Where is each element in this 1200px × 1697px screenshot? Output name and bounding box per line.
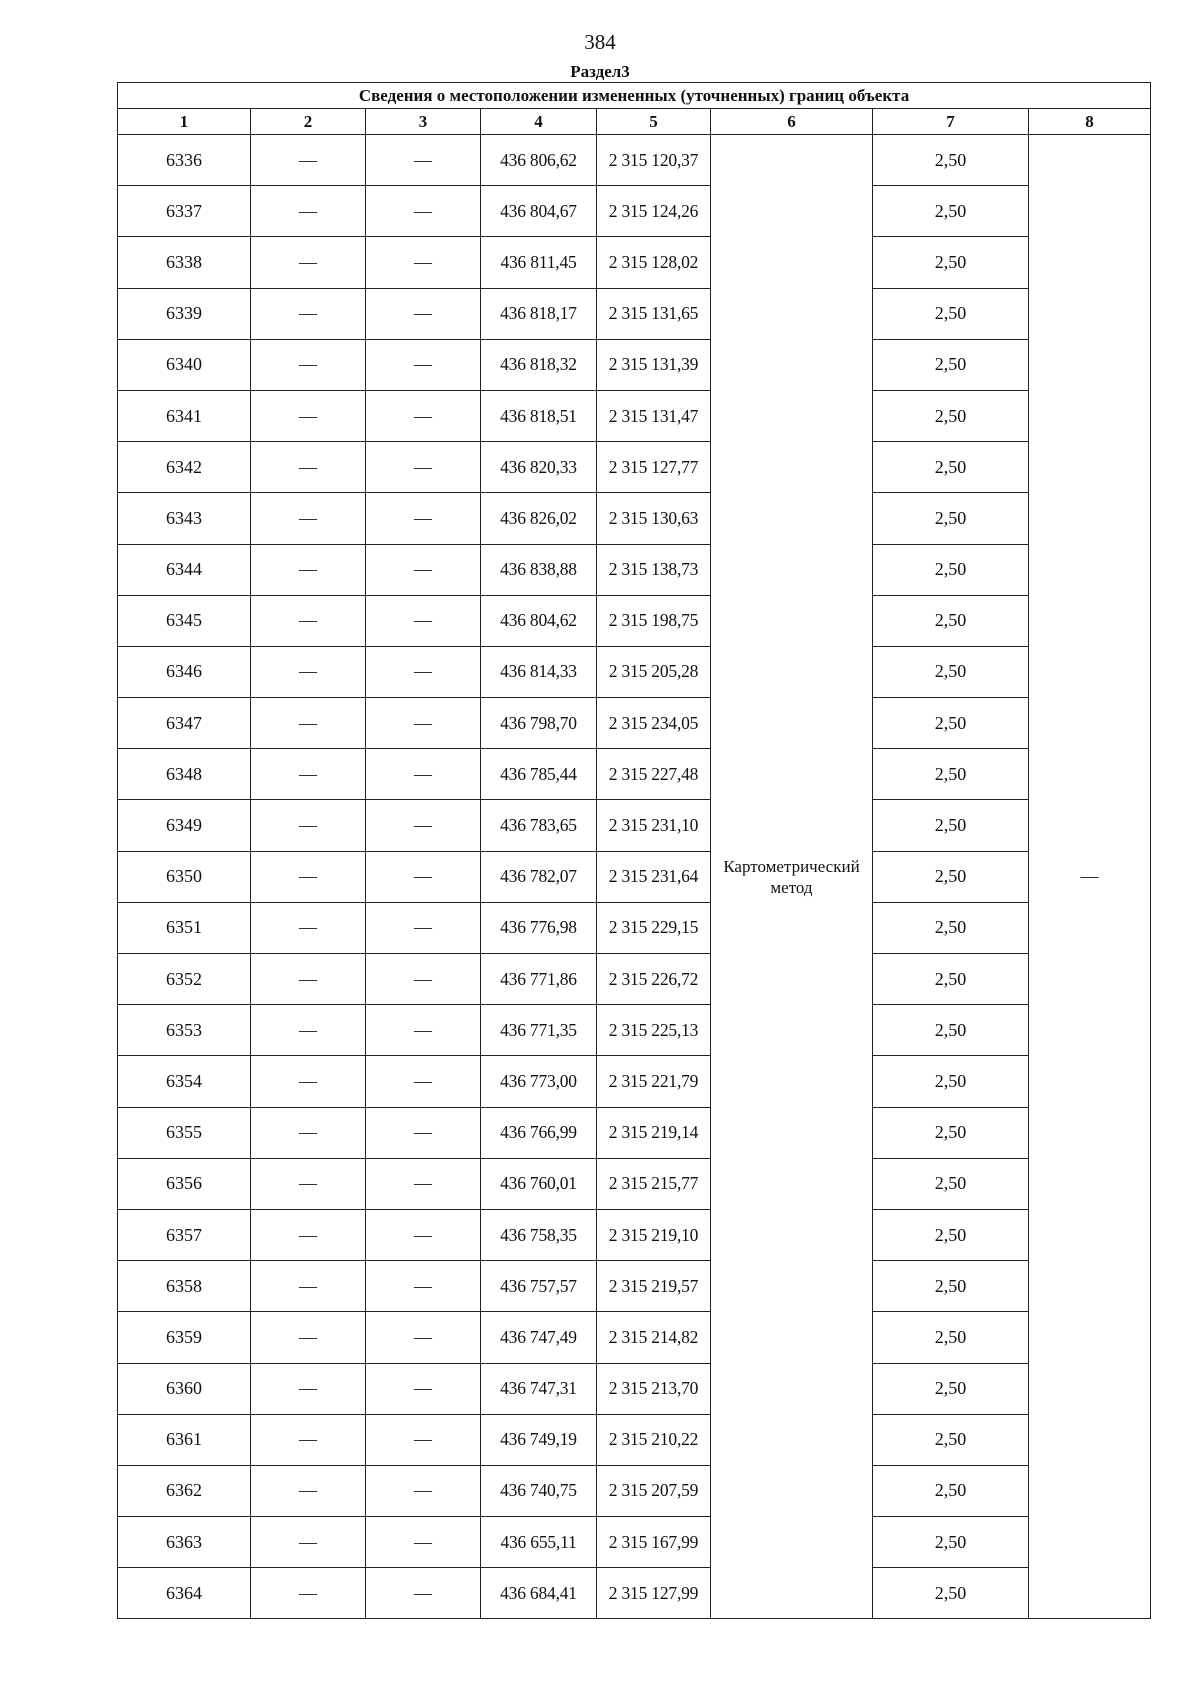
col3-cell: — [366, 390, 481, 441]
col3-cell: — [366, 1568, 481, 1619]
y-coordinate-cell: 2 315 128,02 [597, 237, 711, 288]
column-header: 3 [366, 109, 481, 135]
accuracy-cell: 2,50 [873, 902, 1029, 953]
y-coordinate-cell: 2 315 221,79 [597, 1056, 711, 1107]
col3-cell: — [366, 1363, 481, 1414]
accuracy-cell: 2,50 [873, 288, 1029, 339]
col3-cell: — [366, 1414, 481, 1465]
y-coordinate-cell: 2 315 215,77 [597, 1158, 711, 1209]
col3-cell: — [366, 1158, 481, 1209]
accuracy-cell: 2,50 [873, 1158, 1029, 1209]
accuracy-cell: 2,50 [873, 135, 1029, 186]
y-coordinate-cell: 2 315 127,99 [597, 1568, 711, 1619]
x-coordinate-cell: 436 758,35 [481, 1209, 597, 1260]
col3-cell: — [366, 646, 481, 697]
accuracy-cell: 2,50 [873, 1465, 1029, 1516]
col3-cell: — [366, 749, 481, 800]
accuracy-cell: 2,50 [873, 1107, 1029, 1158]
column-header: 6 [711, 109, 873, 135]
col3-cell: — [366, 339, 481, 390]
accuracy-cell: 2,50 [873, 1209, 1029, 1260]
col3-cell: — [366, 698, 481, 749]
col3-cell: — [366, 1517, 481, 1568]
col3-cell: — [366, 288, 481, 339]
point-number-cell: 6352 [118, 954, 251, 1005]
y-coordinate-cell: 2 315 219,14 [597, 1107, 711, 1158]
col2-cell: — [251, 493, 366, 544]
point-number-cell: 6338 [118, 237, 251, 288]
col2-cell: — [251, 1312, 366, 1363]
y-coordinate-cell: 2 315 210,22 [597, 1414, 711, 1465]
accuracy-cell: 2,50 [873, 1005, 1029, 1056]
accuracy-cell: 2,50 [873, 237, 1029, 288]
y-coordinate-cell: 2 315 138,73 [597, 544, 711, 595]
table-row [118, 595, 1151, 646]
accuracy-cell: 2,50 [873, 1312, 1029, 1363]
table-row [118, 902, 1151, 953]
y-coordinate-cell: 2 315 167,99 [597, 1517, 711, 1568]
table-row [118, 1107, 1151, 1158]
method-cell: Картометрический метод [711, 135, 873, 1619]
x-coordinate-cell: 436 804,67 [481, 186, 597, 237]
accuracy-cell: 2,50 [873, 544, 1029, 595]
y-coordinate-cell: 2 315 231,10 [597, 800, 711, 851]
section-title: Раздел3 [570, 62, 630, 81]
point-number-cell: 6361 [118, 1414, 251, 1465]
column-number-row [118, 109, 1151, 135]
accuracy-cell: 2,50 [873, 390, 1029, 441]
table-row [118, 646, 1151, 697]
col2-cell: — [251, 646, 366, 697]
table-row [118, 1261, 1151, 1312]
table-body [118, 135, 1151, 1619]
x-coordinate-cell: 436 785,44 [481, 749, 597, 800]
y-coordinate-cell: 2 315 124,26 [597, 186, 711, 237]
accuracy-cell: 2,50 [873, 493, 1029, 544]
x-coordinate-cell: 436 818,17 [481, 288, 597, 339]
x-coordinate-cell: 436 771,35 [481, 1005, 597, 1056]
col2-cell: — [251, 1414, 366, 1465]
accuracy-cell: 2,50 [873, 646, 1029, 697]
accuracy-cell: 2,50 [873, 186, 1029, 237]
col2-cell: — [251, 1158, 366, 1209]
x-coordinate-cell: 436 783,65 [481, 800, 597, 851]
point-number-cell: 6356 [118, 1158, 251, 1209]
col2-cell: — [251, 1107, 366, 1158]
y-coordinate-cell: 2 315 226,72 [597, 954, 711, 1005]
table-row [118, 288, 1151, 339]
y-coordinate-cell: 2 315 231,64 [597, 851, 711, 902]
accuracy-cell: 2,50 [873, 595, 1029, 646]
col3-cell: — [366, 186, 481, 237]
table-row [118, 237, 1151, 288]
x-coordinate-cell: 436 804,62 [481, 595, 597, 646]
point-number-cell: 6336 [118, 135, 251, 186]
point-number-cell: 6354 [118, 1056, 251, 1107]
x-coordinate-cell: 436 820,33 [481, 442, 597, 493]
table-title: Сведения о местоположении измененных (уточненных) границ объекта [118, 83, 1151, 109]
y-coordinate-cell: 2 315 219,10 [597, 1209, 711, 1260]
point-number-cell: 6358 [118, 1261, 251, 1312]
point-number-cell: 6347 [118, 698, 251, 749]
x-coordinate-cell: 436 747,49 [481, 1312, 597, 1363]
point-number-cell: 6357 [118, 1209, 251, 1260]
column-header: 4 [481, 109, 597, 135]
table-row [118, 698, 1151, 749]
col2-cell: — [251, 1209, 366, 1260]
x-coordinate-cell: 436 826,02 [481, 493, 597, 544]
y-coordinate-cell: 2 315 130,63 [597, 493, 711, 544]
y-coordinate-cell: 2 315 227,48 [597, 749, 711, 800]
table-row [118, 954, 1151, 1005]
accuracy-cell: 2,50 [873, 1517, 1029, 1568]
col3-cell: — [366, 237, 481, 288]
table-row [118, 544, 1151, 595]
col2-cell: — [251, 698, 366, 749]
col2-cell: — [251, 442, 366, 493]
col3-cell: — [366, 1056, 481, 1107]
table-row [118, 339, 1151, 390]
col3-cell: — [366, 595, 481, 646]
x-coordinate-cell: 436 806,62 [481, 135, 597, 186]
col3-cell: — [366, 1465, 481, 1516]
col3-cell: — [366, 1107, 481, 1158]
x-coordinate-cell: 436 747,31 [481, 1363, 597, 1414]
accuracy-cell: 2,50 [873, 1261, 1029, 1312]
table-row [118, 1312, 1151, 1363]
col2-cell: — [251, 544, 366, 595]
table-row [118, 1005, 1151, 1056]
col3-cell: — [366, 1005, 481, 1056]
column-header: 1 [118, 109, 251, 135]
point-number-cell: 6345 [118, 595, 251, 646]
table-row [118, 135, 1151, 186]
point-number-cell: 6346 [118, 646, 251, 697]
col3-cell: — [366, 1261, 481, 1312]
accuracy-cell: 2,50 [873, 800, 1029, 851]
point-number-cell: 6349 [118, 800, 251, 851]
x-coordinate-cell: 436 798,70 [481, 698, 597, 749]
point-number-cell: 6362 [118, 1465, 251, 1516]
point-number-cell: 6348 [118, 749, 251, 800]
table-row [118, 800, 1151, 851]
x-coordinate-cell: 436 818,51 [481, 390, 597, 441]
x-coordinate-cell: 436 838,88 [481, 544, 597, 595]
table-row [118, 1465, 1151, 1516]
point-number-cell: 6359 [118, 1312, 251, 1363]
point-number-cell: 6344 [118, 544, 251, 595]
table-row [118, 442, 1151, 493]
col2-cell: — [251, 1363, 366, 1414]
column-header: 7 [873, 109, 1029, 135]
col2-cell: — [251, 135, 366, 186]
col3-cell: — [366, 954, 481, 1005]
table-row [118, 749, 1151, 800]
table-row [118, 1209, 1151, 1260]
y-coordinate-cell: 2 315 229,15 [597, 902, 711, 953]
col3-cell: — [366, 442, 481, 493]
col2-cell: — [251, 1465, 366, 1516]
col2-cell: — [251, 954, 366, 1005]
point-number-cell: 6342 [118, 442, 251, 493]
y-coordinate-cell: 2 315 120,37 [597, 135, 711, 186]
boundary-coordinates-table [117, 82, 1151, 1619]
col2-cell: — [251, 1517, 366, 1568]
col2-cell: — [251, 1056, 366, 1107]
accuracy-cell: 2,50 [873, 339, 1029, 390]
point-number-cell: 6355 [118, 1107, 251, 1158]
point-number-cell: 6339 [118, 288, 251, 339]
table-row [118, 1414, 1151, 1465]
y-coordinate-cell: 2 315 131,39 [597, 339, 711, 390]
x-coordinate-cell: 436 655,11 [481, 1517, 597, 1568]
point-number-cell: 6353 [118, 1005, 251, 1056]
col2-cell: — [251, 595, 366, 646]
accuracy-cell: 2,50 [873, 851, 1029, 902]
col3-cell: — [366, 135, 481, 186]
accuracy-cell: 2,50 [873, 698, 1029, 749]
x-coordinate-cell: 436 811,45 [481, 237, 597, 288]
x-coordinate-cell: 436 776,98 [481, 902, 597, 953]
point-number-cell: 6340 [118, 339, 251, 390]
col2-cell: — [251, 800, 366, 851]
col2-cell: — [251, 339, 366, 390]
table-row [118, 1517, 1151, 1568]
y-coordinate-cell: 2 315 207,59 [597, 1465, 711, 1516]
table-row [118, 1158, 1151, 1209]
accuracy-cell: 2,50 [873, 1414, 1029, 1465]
col2-cell: — [251, 1568, 366, 1619]
accuracy-cell: 2,50 [873, 749, 1029, 800]
col3-cell: — [366, 544, 481, 595]
table-row [118, 1363, 1151, 1414]
point-number-cell: 6363 [118, 1517, 251, 1568]
x-coordinate-cell: 436 814,33 [481, 646, 597, 697]
col3-cell: — [366, 800, 481, 851]
point-number-cell: 6360 [118, 1363, 251, 1414]
accuracy-cell: 2,50 [873, 1568, 1029, 1619]
x-coordinate-cell: 436 782,07 [481, 851, 597, 902]
col2-cell: — [251, 851, 366, 902]
table-row [118, 1056, 1151, 1107]
col2-cell: — [251, 288, 366, 339]
y-coordinate-cell: 2 315 127,77 [597, 442, 711, 493]
x-coordinate-cell: 436 749,19 [481, 1414, 597, 1465]
y-coordinate-cell: 2 315 131,65 [597, 288, 711, 339]
point-number-cell: 6343 [118, 493, 251, 544]
col2-cell: — [251, 1261, 366, 1312]
x-coordinate-cell: 436 771,86 [481, 954, 597, 1005]
table-row [118, 390, 1151, 441]
table-row [118, 1568, 1151, 1619]
col3-cell: — [366, 1209, 481, 1260]
table-row [118, 851, 1151, 902]
point-number-cell: 6341 [118, 390, 251, 441]
col3-cell: — [366, 1312, 481, 1363]
accuracy-cell: 2,50 [873, 1056, 1029, 1107]
x-coordinate-cell: 436 760,01 [481, 1158, 597, 1209]
table-row [118, 493, 1151, 544]
point-number-cell: 6351 [118, 902, 251, 953]
col2-cell: — [251, 749, 366, 800]
y-coordinate-cell: 2 315 219,57 [597, 1261, 711, 1312]
page-number: 384 [584, 30, 616, 54]
col2-cell: — [251, 1005, 366, 1056]
col2-cell: — [251, 390, 366, 441]
col3-cell: — [366, 902, 481, 953]
col2-cell: — [251, 902, 366, 953]
x-coordinate-cell: 436 766,99 [481, 1107, 597, 1158]
point-number-cell: 6364 [118, 1568, 251, 1619]
y-coordinate-cell: 2 315 225,13 [597, 1005, 711, 1056]
y-coordinate-cell: 2 315 214,82 [597, 1312, 711, 1363]
x-coordinate-cell: 436 740,75 [481, 1465, 597, 1516]
point-number-cell: 6337 [118, 186, 251, 237]
accuracy-cell: 2,50 [873, 442, 1029, 493]
column-header: 8 [1029, 109, 1151, 135]
x-coordinate-cell: 436 773,00 [481, 1056, 597, 1107]
col8-cell: — [1029, 135, 1151, 1619]
point-number-cell: 6350 [118, 851, 251, 902]
y-coordinate-cell: 2 315 198,75 [597, 595, 711, 646]
accuracy-cell: 2,50 [873, 1363, 1029, 1414]
col3-cell: — [366, 851, 481, 902]
x-coordinate-cell: 436 757,57 [481, 1261, 597, 1312]
y-coordinate-cell: 2 315 205,28 [597, 646, 711, 697]
y-coordinate-cell: 2 315 234,05 [597, 698, 711, 749]
column-header: 5 [597, 109, 711, 135]
accuracy-cell: 2,50 [873, 954, 1029, 1005]
column-header: 2 [251, 109, 366, 135]
col2-cell: — [251, 237, 366, 288]
table-row [118, 186, 1151, 237]
x-coordinate-cell: 436 684,41 [481, 1568, 597, 1619]
y-coordinate-cell: 2 315 213,70 [597, 1363, 711, 1414]
col3-cell: — [366, 493, 481, 544]
col2-cell: — [251, 186, 366, 237]
y-coordinate-cell: 2 315 131,47 [597, 390, 711, 441]
x-coordinate-cell: 436 818,32 [481, 339, 597, 390]
